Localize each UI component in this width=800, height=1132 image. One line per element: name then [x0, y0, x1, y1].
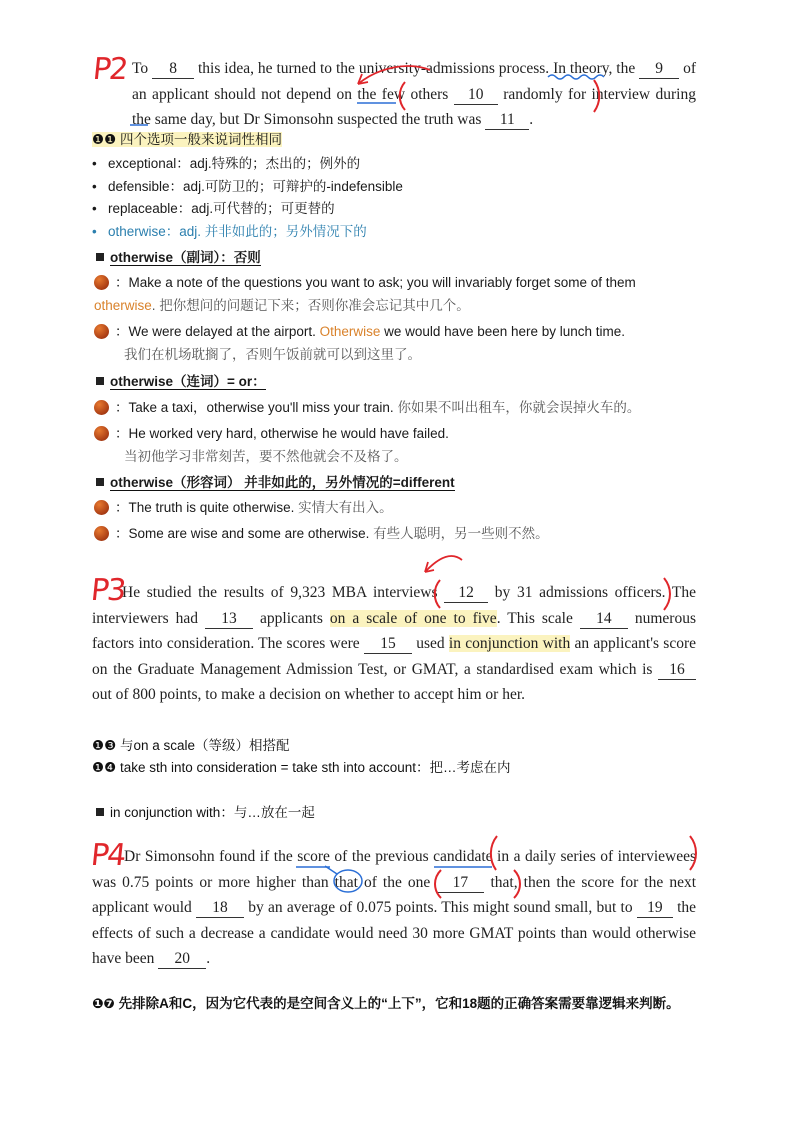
text: applicants [253, 609, 330, 627]
blank-17: 17 [436, 874, 484, 893]
text: out of 800 points, to make a decision on whether to accept him or her. [92, 686, 526, 703]
blank-19: 19 [637, 899, 673, 918]
section-conjunction-title [96, 372, 266, 392]
text: this idea, he turned to the university-admissions process. In theory, the [194, 60, 640, 77]
note-15 [96, 803, 315, 823]
text: numerous factors into consideration. The scores were [92, 609, 696, 652]
example-text: ：The truth is quite otherwise. [115, 500, 299, 515]
square-bullet-icon [96, 478, 104, 486]
note-text: 先排除A和C，因为它代表的是空间含义上的“上下”，它和18题的正确答案需要靠逻辑来判断。 [118, 996, 680, 1011]
paragraph-mark-p4: P4 [89, 838, 127, 873]
text: by 31 admissions officers. The interviewers had [92, 584, 696, 627]
blank-13: 13 [205, 610, 253, 629]
square-bullet-icon [96, 808, 104, 816]
example-4 [94, 423, 449, 445]
note-13 [92, 736, 290, 756]
option-item: • exceptional：adj.特殊的；杰出的；例外的 [92, 153, 403, 176]
example-text: we would have been here by lunch time. [380, 324, 626, 339]
square-bullet-icon [96, 253, 104, 261]
note-17 [92, 994, 680, 1014]
text: the effects of such a decrease a candidate would need 30 more GMAT points than would otherwise have been [92, 899, 697, 967]
text: that, then the score for the next applicant would [92, 873, 697, 916]
text: by an average of 0.075 points. This might sound small, but to [244, 899, 637, 916]
example-text: ：Some are wise and some are otherwise. [115, 526, 374, 541]
basketball-icon [94, 275, 109, 290]
note-number: ❶❼ [92, 996, 115, 1011]
basketball-icon [94, 324, 109, 339]
example-text: ：Make a note of the questions you want to ask; you will invariably forget some of them [115, 275, 636, 290]
title-text: otherwise（连词）= or： [110, 374, 266, 389]
highlight-phrase: in conjunction with [448, 635, 571, 652]
note-8-highlight [92, 132, 282, 147]
text: an applicant's score on the Graduate Management Admission Test, or GMAT, a standardised exam which is [92, 635, 696, 678]
text: To [132, 60, 153, 77]
text: of an applicant should not depend on the few others [132, 60, 696, 103]
text: Dr Simonsohn found if the score of the previous candidate in a daily series of interviewees was 0.75 points or more higher than that of the one [92, 848, 696, 891]
option-item: • replaceable：adj.可代替的；可更替的 [92, 198, 403, 221]
translation: 实情大有出入。 [298, 500, 393, 515]
basketball-icon [94, 500, 109, 515]
basketball-icon [94, 426, 109, 441]
translation: . 把你想问的问题记下来；否则你准会忘记其中几个。 [151, 298, 470, 313]
translation: 你如果不叫出租车，你就会误掉火车的。 [397, 400, 641, 415]
blank-11: 11 [485, 111, 529, 130]
text: randomly for interview during the same day, but Dr Simonsohn suspected the truth was [132, 85, 696, 128]
highlight-word: otherwise [94, 298, 152, 313]
note-text: 四个选项一般来说词性相同 [119, 132, 282, 147]
paragraph-2 [132, 56, 696, 133]
example-4-translation: 当初他学习非常刻苦，要不然他就会不及格了。 [124, 449, 408, 464]
note-number: ❶❶ [92, 132, 117, 147]
option-item: • otherwise：adj. 并非如此的；另外情况下的 [92, 221, 403, 244]
translation: 有些人聪明，另一些则不然。 [373, 526, 549, 541]
note-8 [92, 130, 282, 150]
example-text: ：He worked very hard, otherwise he would have failed. [115, 426, 449, 441]
example-text: ：Take a taxi，otherwise you'll miss your train. [115, 400, 398, 415]
note-number: ❶❸ [92, 738, 117, 753]
blank-14: 14 [580, 610, 628, 629]
blank-16: 16 [658, 661, 696, 680]
blank-9: 9 [639, 60, 679, 79]
square-bullet-icon [96, 377, 104, 385]
example-2 [94, 321, 625, 343]
example-2-translation: 我们在机场耽搁了，否则午饭前就可以到这里了。 [124, 347, 421, 362]
section-adverb-title [96, 248, 261, 268]
paragraph-4 [92, 844, 696, 972]
note-number: ❶❹ [92, 760, 117, 775]
note-text: take sth into consideration = take sth into account：把…考虑在内 [119, 760, 511, 775]
blank-15: 15 [364, 635, 412, 654]
blank-20: 20 [158, 950, 206, 969]
note-14 [92, 758, 511, 778]
text: . This scale [496, 609, 580, 627]
text: He studied the results of 9,323 MBA interviews [122, 584, 445, 601]
arrow-head [425, 562, 434, 572]
example-text: ：We were delayed at the airport. [115, 324, 320, 339]
title-text: otherwise（副词）：否则 [110, 250, 261, 265]
example-6 [94, 523, 549, 545]
blank-8: 8 [152, 60, 194, 79]
note-text: 与on a scale（等级）相搭配 [119, 738, 290, 753]
text: . [206, 950, 211, 967]
example-1-cont [94, 295, 470, 317]
blank-10: 10 [454, 86, 498, 105]
title-text: otherwise（形容词） 并非如此的，另外情况的=different [110, 475, 455, 490]
highlight-phrase: on a scale of one to five [329, 609, 497, 627]
text: . [529, 111, 534, 128]
blank-12: 12 [444, 584, 488, 603]
basketball-icon [94, 400, 109, 415]
example-5 [94, 497, 393, 519]
arrow-curve [425, 556, 462, 572]
note-text: in conjunction with：与…放在一起 [110, 805, 315, 820]
blank-18: 18 [196, 899, 244, 918]
paragraph-mark-p3: P3 [89, 573, 127, 608]
section-adjective-title [96, 473, 455, 493]
example-3 [94, 397, 640, 419]
paragraph-3 [92, 580, 696, 708]
option-item: • defensible：adj.可防卫的；可辩护的-indefensible [92, 176, 403, 199]
text: used [411, 635, 449, 652]
basketball-icon [94, 526, 109, 541]
paragraph-mark-p2: P2 [91, 52, 129, 87]
highlight-word: Otherwise [319, 324, 381, 339]
option-list [92, 153, 403, 243]
example-1 [94, 272, 636, 294]
